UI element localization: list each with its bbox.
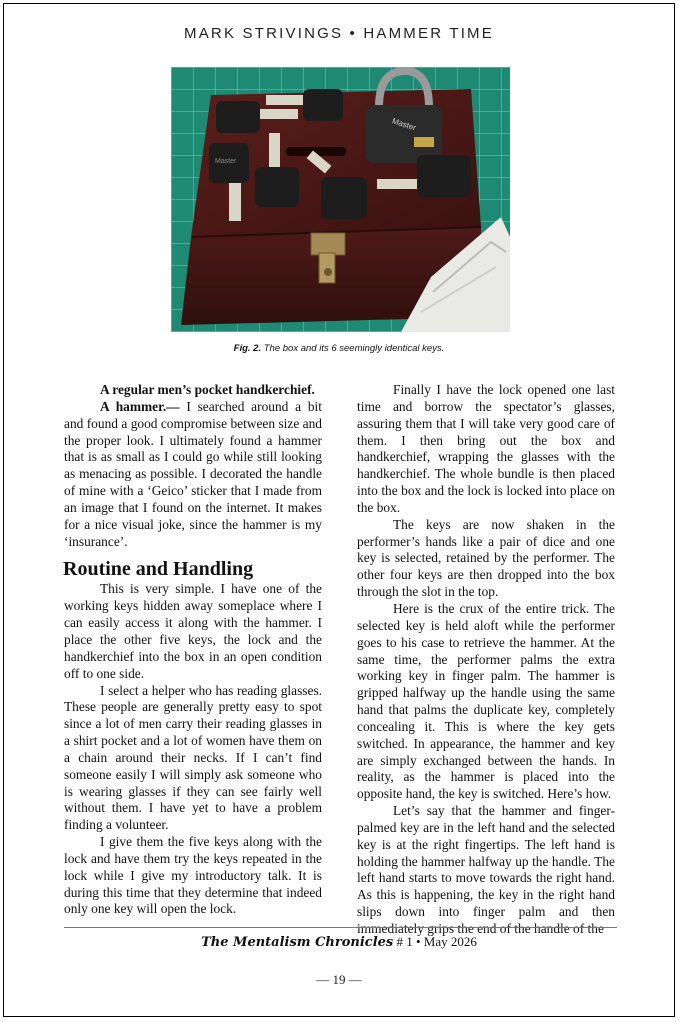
box-keys-photo <box>171 67 510 332</box>
right-column <box>357 382 615 938</box>
paragraph: I give them the five keys along with the lock and have them try the keys repeated in the lock while I give my introductory talk. It is during this time that they determine that indeed only one key will open the lock. <box>64 834 322 917</box>
footer-rule <box>64 927 617 928</box>
paragraph: Let’s say that the hammer and finger-palmed key are in the left hand and the selected key is at the right fingertips. The left hand is holding the hammer halfway up the handle. The left hand starts to move towards the right hand. As this is happening, the key in the right hand slips down into finger palm and then immediately grips the end of the handle of the <box>357 803 615 936</box>
paragraph: Finally I have the lock opened one last time and borrow the spectator’s glasses, assuring them that I will take very good care of them. I then bring out the box and handkerchief, wrapping the glasses with the handkerchief. The whole bundle is then placed into the box and the lock is locked into place on the box. <box>357 382 615 515</box>
paragraph: I select a helper who has reading glasses. These people are generally pretty easy to spot since a lot of men carry their reading glasses in a shirt pocket and a lot of women have them on a chain around their necks. If I can’t find someone easily I will simply ask someone who is wearing glasses if they can see fairly well without them. I have yet to have a problem finding a volunteer. <box>64 682 322 833</box>
publication-title: The Mentalism Chronicles <box>201 935 394 950</box>
figure-photo <box>171 67 510 332</box>
running-head: MARK STRIVINGS • HAMMER TIME <box>184 25 494 42</box>
paragraph: Here is the crux of the entire trick. The selected key is held aloft while the performer goes to his case to retrieve the hammer. At the same time, the performer palms the extra working key in finger palm. The hammer is gripped halfway up the handle using the same hand that palms the duplicate key, completely concealing it. This is where the key gets switched. In appearance, the hammer and key are simply exchanged between the hands. In reality, as the hammer is placed into the opposite hand, the key is switched. Here’s how. <box>357 600 615 802</box>
footer <box>4 934 674 950</box>
paragraph: The keys are now shaken in the performer’s hands like a pair of dice and one key is selected, retained by the performer. The other four keys are then dropped into the box through the slot in the top. <box>357 516 615 600</box>
figure-caption <box>4 343 674 354</box>
paragraph: This is very simple. I have one of the working keys hidden away someplace where I can easily access it along with the hammer. I place the other five keys, the lock and the handkerchief into the box in an open condition off to one side. <box>64 581 322 681</box>
lock-brand-label: Master <box>391 116 418 133</box>
key-brand-label: Master <box>215 158 237 165</box>
page <box>3 3 675 1017</box>
page-number: — 19 — <box>316 972 362 987</box>
caption-label: Fig. 2. <box>233 343 262 354</box>
section-heading: Routine and Handling <box>63 558 254 581</box>
left-column <box>64 382 322 918</box>
materials-item-handkerchief: A regular men’s pocket handkerchief. <box>100 382 315 397</box>
issue-info: # 1 • May 2026 <box>393 934 477 949</box>
hammer-text: I searched around a bit and found a good compromise between size and the proper look. I ultimately found a hammer that is as small as I could go while still looking as menacing as possible. I decorated the handle of mine with a ‘Geico’ sticker that I made from an image that I found on the internet. It makes for a nice visual joke, since the hammer is my ‘insurance’. <box>64 398 322 549</box>
materials-item-hammer <box>64 399 322 551</box>
caption-text: The box and its 6 seemingly identical keys. <box>261 343 445 354</box>
hammer-label: A hammer.— <box>100 398 180 414</box>
